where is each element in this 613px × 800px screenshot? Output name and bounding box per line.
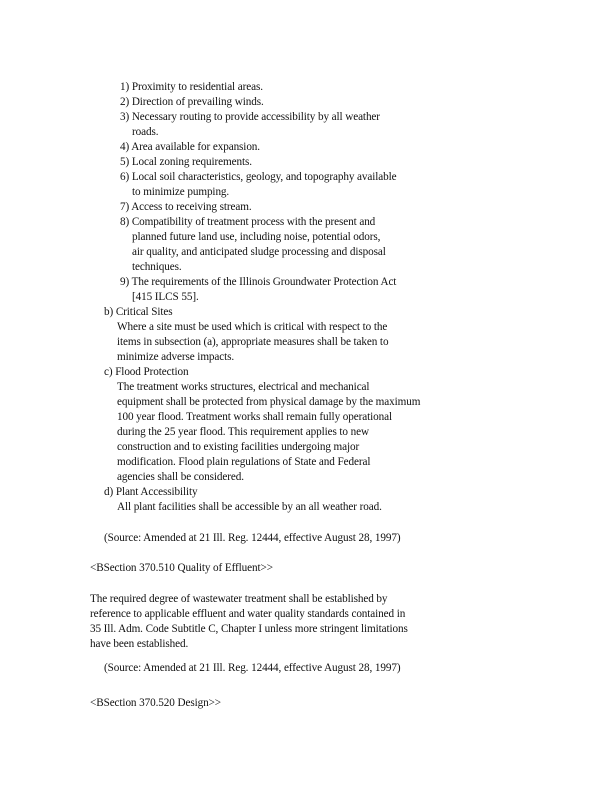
subsection-heading: b) Critical Sites	[104, 306, 173, 318]
list-item-continuation: [415 ILCS 55].	[132, 291, 199, 303]
list-item: 2) Direction of prevailing winds.	[120, 96, 264, 108]
subsection-heading: d) Plant Accessibility	[104, 486, 198, 498]
list-item: 6) Local soil characteristics, geology, and topography available	[120, 171, 397, 183]
list-item-continuation: planned future land use, including noise, potential odors,	[132, 231, 381, 243]
paragraph-line: items in subsection (a), appropriate measures shall be taken to	[117, 336, 389, 348]
section-heading: <BSection 370.510 Quality of Effluent>>	[90, 562, 273, 574]
paragraph-line: agencies shall be considered.	[117, 471, 244, 483]
subsection-heading: c) Flood Protection	[104, 366, 189, 378]
list-item-continuation: to minimize pumping.	[132, 186, 230, 198]
list-item: 8) Compatibility of treatment process with the present and	[120, 216, 376, 228]
paragraph-line: reference to applicable effluent and water quality standards contained in	[90, 608, 406, 620]
paragraph-line: construction and to existing facilities undergoing major	[117, 441, 360, 453]
paragraph-line: All plant facilities shall be accessible by an all weather road.	[117, 501, 382, 513]
paragraph-line: modification. Flood plain regulations of State and Federal	[117, 456, 371, 468]
paragraph-line: The treatment works structures, electrical and mechanical	[117, 381, 370, 393]
list-item-continuation: air quality, and anticipated sludge processing and disposal	[132, 246, 386, 258]
list-item: 4) Area available for expansion.	[120, 141, 261, 153]
source-note: (Source: Amended at 21 Ill. Reg. 12444, effective August 28, 1997)	[104, 662, 401, 674]
paragraph-line: 35 Ill. Adm. Code Subtitle C, Chapter I unless more stringent limitations	[90, 623, 408, 635]
list-item: 9) The requirements of the Illinois Groundwater Protection Act	[120, 276, 397, 288]
list-item: 7) Access to receiving stream.	[120, 201, 252, 213]
paragraph-line: minimize adverse impacts.	[117, 351, 235, 363]
list-item: 5) Local zoning requirements.	[120, 156, 252, 168]
paragraph-line: equipment shall be protected from physical damage by the maximum	[117, 396, 421, 408]
list-item: 1) Proximity to residential areas.	[120, 81, 263, 93]
paragraph-line: 100 year flood. Treatment works shall remain fully operational	[117, 411, 392, 423]
paragraph-line: Where a site must be used which is critical with respect to the	[117, 321, 388, 333]
list-item-continuation: roads.	[132, 126, 159, 138]
list-item-continuation: techniques.	[132, 261, 182, 273]
paragraph-line: have been established.	[90, 638, 189, 650]
paragraph-line: during the 25 year flood. This requirement applies to new	[117, 426, 369, 438]
list-item: 3) Necessary routing to provide accessibility by all weather	[120, 111, 380, 123]
section-heading: <BSection 370.520 Design>>	[90, 697, 221, 709]
source-note: (Source: Amended at 21 Ill. Reg. 12444, effective August 28, 1997)	[104, 532, 401, 544]
paragraph-line: The required degree of wastewater treatment shall be established by	[90, 593, 388, 605]
